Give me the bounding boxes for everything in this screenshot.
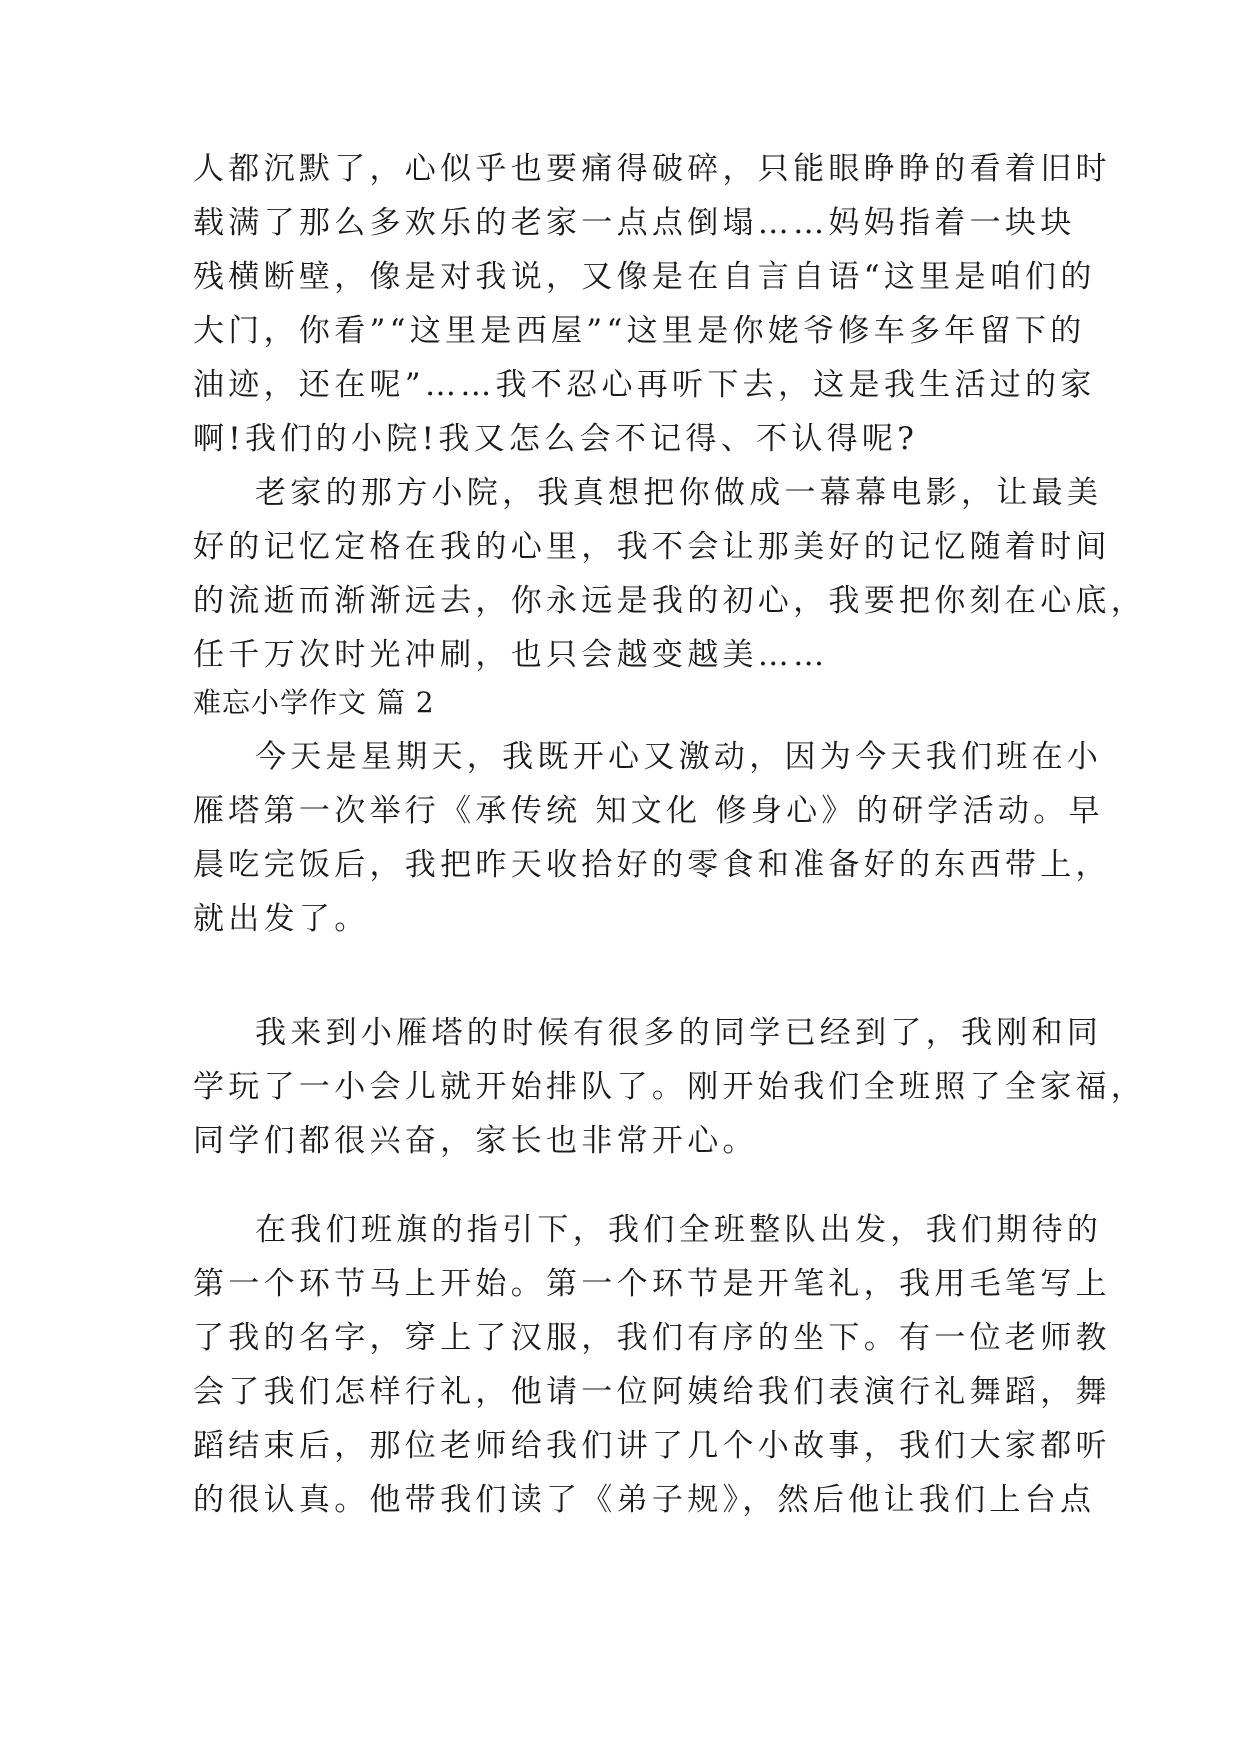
paragraph-line: 啊!我们的小院!我又怎么会不记得、不认得呢? xyxy=(193,421,919,457)
paragraph-line: 今天是星期天，我既开心又激动，因为今天我们班在小 xyxy=(255,739,1103,775)
paragraph-line: 老家的那方小院，我真想把你做成一幕幕电影，让最美 xyxy=(255,475,1103,511)
section-heading: 难忘小学作文 篇 2 xyxy=(193,686,435,719)
paragraph-line: 油迹，还在呢”……我不忍心再听下去，这是我生活过的家 xyxy=(193,367,1096,403)
paragraph-line: 蹈结束后，那位老师给我们讲了几个小故事，我们大家都听 xyxy=(193,1428,1111,1464)
paragraph-line: 雁塔第一次举行《承传统 知文化 修身心》的研学活动。早 xyxy=(193,793,1104,829)
paragraph-line: 好的记忆定格在我的心里，我不会让那美好的记忆随着时间 xyxy=(193,529,1111,565)
paragraph-line: 会了我们怎样行礼，他请一位阿姨给我们表演行礼舞蹈，舞 xyxy=(193,1374,1111,1410)
paragraph-line: 的很认真。他带我们读了《弟子规》，然后他让我们上台点 xyxy=(193,1482,1096,1518)
paragraph-line: 的流逝而渐渐远去，你永远是我的初心，我要把你刻在心底， xyxy=(193,583,1147,619)
paragraph-line: 残横断壁，像是对我说，又像是在自言自语“这里是咱们的 xyxy=(193,259,1096,295)
paragraph-line: 晨吃完饭后，我把昨天收拾好的零食和准备好的东西带上， xyxy=(193,847,1111,883)
paragraph-line: 就出发了。 xyxy=(193,901,370,937)
paragraph-line: 了我的名字，穿上了汉服，我们有序的坐下。有一位老师教 xyxy=(193,1320,1111,1356)
paragraph-line: 在我们班旗的指引下，我们全班整队出发，我们期待的 xyxy=(255,1212,1103,1248)
paragraph-line: 我来到小雁塔的时候有很多的同学已经到了，我刚和同 xyxy=(255,1015,1103,1051)
paragraph-line: 同学们都很兴奋，家长也非常开心。 xyxy=(193,1123,758,1159)
paragraph-line: 载满了那么多欢乐的老家一点点倒塌……妈妈指着一块块 xyxy=(193,205,1076,241)
paragraph-line: 第一个环节马上开始。第一个环节是开笔礼，我用毛笔写上 xyxy=(193,1266,1111,1302)
paragraph-line: 任千万次时光冲刷，也只会越变越美…… xyxy=(193,637,829,673)
paragraph-line: 学玩了一小会儿就开始排队了。刚开始我们全班照了全家福， xyxy=(193,1069,1147,1105)
paragraph-line: 大门，你看”“这里是西屋”“这里是你姥爷修车多年留下的 xyxy=(193,313,1086,349)
paragraph-line: 人都沉默了，心似乎也要痛得破碎，只能眼睁睁的看着旧时 xyxy=(193,151,1111,187)
